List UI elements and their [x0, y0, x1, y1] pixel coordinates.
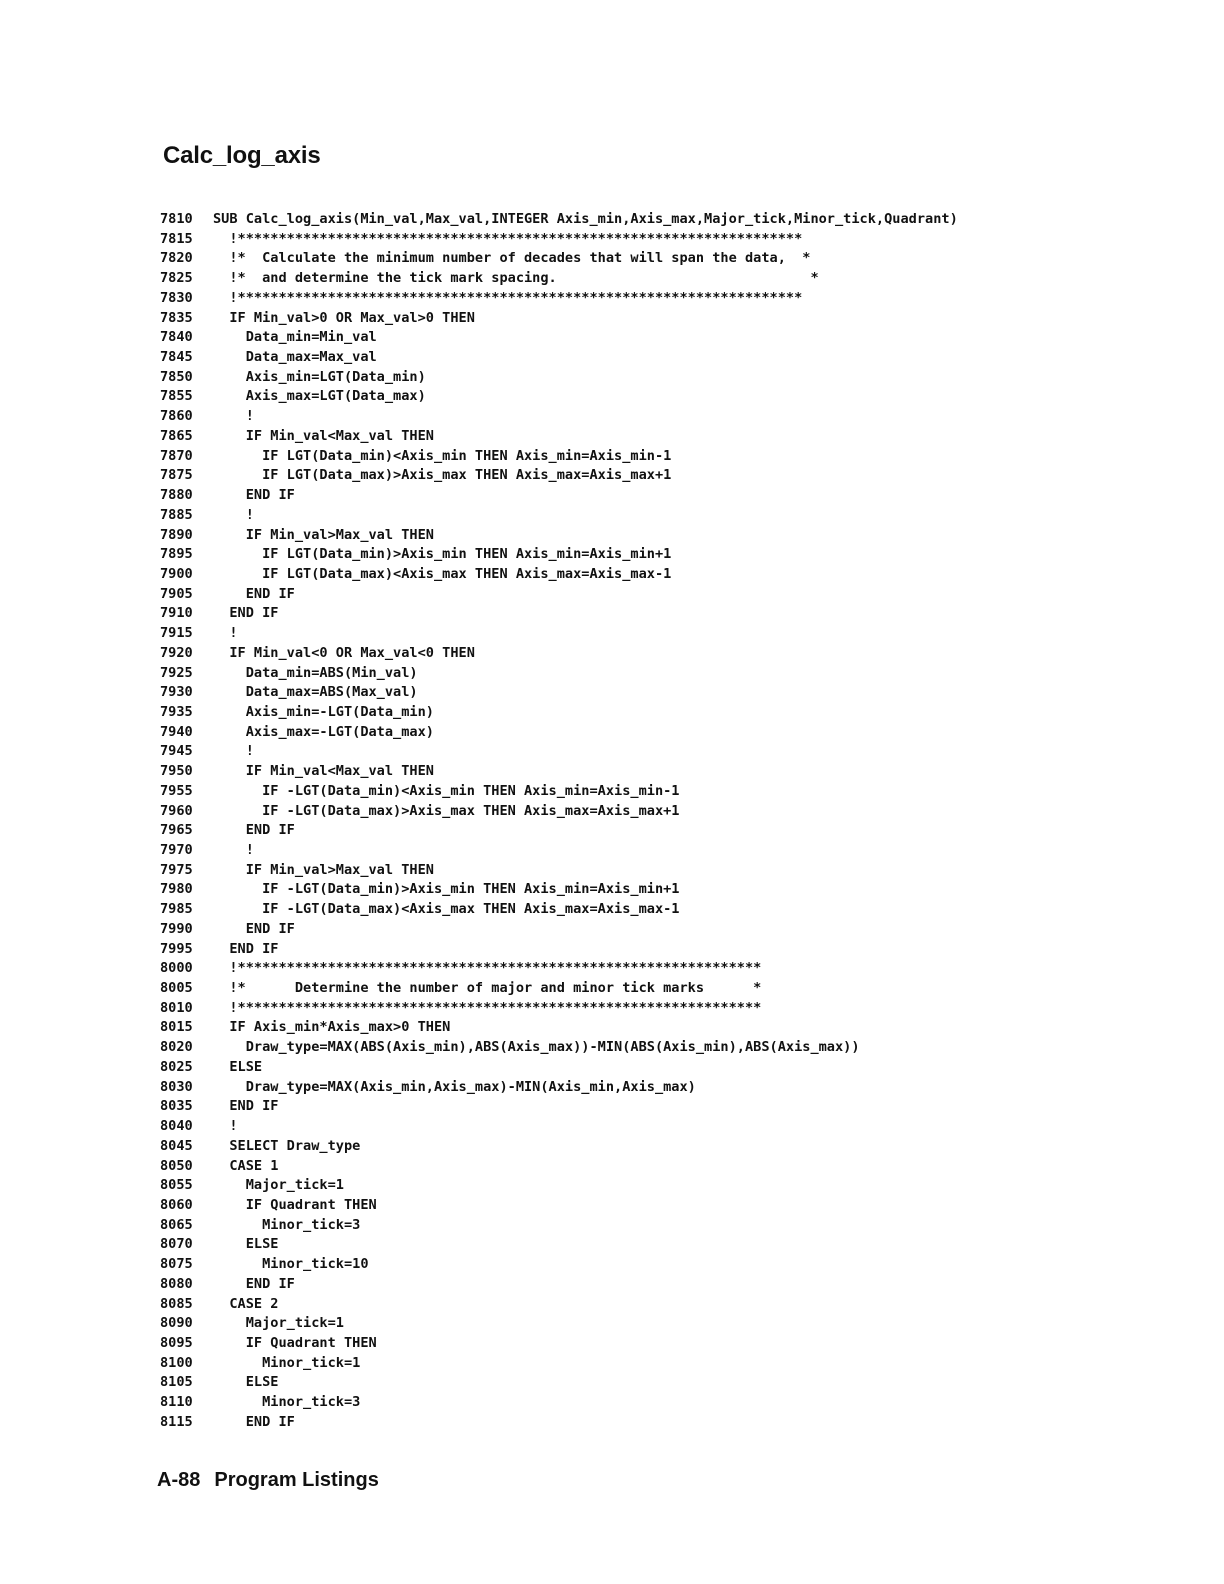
line-number: 7830 [160, 289, 193, 306]
line-number: 8065 [160, 1216, 193, 1233]
line-number: 7900 [160, 565, 193, 582]
code-text: Axis_max=-LGT(Data_max) [213, 723, 434, 740]
code-text: !* and determine the tick mark spacing. * [213, 270, 819, 287]
code-text: Data_min=ABS(Min_val) [213, 664, 418, 681]
line-number: 7955 [160, 782, 193, 799]
listing-line [0, 742, 1224, 762]
listing-line [0, 309, 1224, 329]
code-text: IF -LGT(Data_min)>Axis_min THEN Axis_min=Axis_min+1 [213, 881, 680, 898]
section-title: Program Listings [214, 1469, 379, 1491]
listing-line [0, 1078, 1224, 1098]
listing-line [0, 328, 1224, 348]
code-text: IF LGT(Data_max)>Axis_max THEN Axis_max=Axis_max+1 [213, 467, 672, 484]
listing-line [0, 1354, 1224, 1374]
listing-line [0, 565, 1224, 585]
line-number: 7815 [160, 230, 193, 247]
listing-line [0, 269, 1224, 289]
listing-line [0, 624, 1224, 644]
line-number: 7940 [160, 723, 193, 740]
line-number: 7840 [160, 329, 193, 346]
line-number: 7855 [160, 388, 193, 405]
program-listing [0, 210, 1224, 1433]
code-text: IF Min_val<0 OR Max_val<0 THEN [213, 644, 475, 661]
code-text: IF Min_val>Max_val THEN [213, 526, 434, 543]
line-number: 7860 [160, 408, 193, 425]
listing-line [0, 348, 1224, 368]
code-text: !********************************************************************* [213, 230, 803, 247]
code-text: CASE 1 [213, 1157, 279, 1174]
listing-line [0, 900, 1224, 920]
line-number: 7910 [160, 605, 193, 622]
listing-line [0, 940, 1224, 960]
code-text: Draw_type=MAX(Axis_min,Axis_max)-MIN(Axis_min,Axis_max) [213, 1078, 696, 1095]
listing-line [0, 526, 1224, 546]
listing-line [0, 407, 1224, 427]
listing-line [0, 210, 1224, 230]
listing-line [0, 1413, 1224, 1433]
listing-line [0, 1216, 1224, 1236]
line-number: 8085 [160, 1295, 193, 1312]
line-number: 7890 [160, 526, 193, 543]
code-text: ! [213, 506, 254, 523]
line-number: 7965 [160, 822, 193, 839]
code-text: IF Min_val<Max_val THEN [213, 763, 434, 780]
code-text: IF -LGT(Data_max)>Axis_max THEN Axis_max=Axis_max+1 [213, 802, 680, 819]
code-text: ! [213, 743, 254, 760]
listing-line [0, 920, 1224, 940]
code-text: IF Axis_min*Axis_max>0 THEN [213, 1019, 451, 1036]
line-number: 7865 [160, 427, 193, 444]
line-number: 7885 [160, 506, 193, 523]
line-number: 8045 [160, 1137, 193, 1154]
listing-line [0, 1196, 1224, 1216]
code-text: Major_tick=1 [213, 1177, 344, 1194]
code-text: END IF [213, 487, 295, 504]
listing-line [0, 1393, 1224, 1413]
listing-line [0, 545, 1224, 565]
line-number: 7905 [160, 585, 193, 602]
code-text: !* Determine the number of major and minor tick marks * [213, 980, 762, 997]
listing-line [0, 1275, 1224, 1295]
code-text: IF LGT(Data_min)>Axis_min THEN Axis_min=Axis_min+1 [213, 546, 672, 563]
code-text: END IF [213, 1413, 295, 1430]
listing-line [0, 782, 1224, 802]
code-text: Data_max=ABS(Max_val) [213, 684, 418, 701]
listing-line [0, 683, 1224, 703]
line-number: 7980 [160, 881, 193, 898]
line-number: 8025 [160, 1058, 193, 1075]
listing-line [0, 466, 1224, 486]
code-text: END IF [213, 605, 279, 622]
code-text: IF LGT(Data_max)<Axis_max THEN Axis_max=Axis_max-1 [213, 565, 672, 582]
line-number: 7845 [160, 349, 193, 366]
code-text: ! [213, 842, 254, 858]
line-number: 7875 [160, 467, 193, 484]
listing-line [0, 585, 1224, 605]
code-text: Axis_min=LGT(Data_min) [213, 368, 426, 385]
listing-line [0, 1176, 1224, 1196]
listing-line [0, 821, 1224, 841]
page-heading: Calc_log_axis [163, 142, 321, 169]
line-number: 8110 [160, 1394, 193, 1411]
line-number: 8030 [160, 1078, 193, 1095]
line-number: 7930 [160, 684, 193, 701]
line-number: 7945 [160, 743, 193, 760]
listing-line [0, 644, 1224, 664]
line-number: 8010 [160, 999, 193, 1016]
listing-line [0, 1117, 1224, 1137]
listing-line [0, 604, 1224, 624]
line-number: 7995 [160, 940, 193, 957]
line-number: 8060 [160, 1196, 193, 1213]
listing-line [0, 289, 1224, 309]
line-number: 8020 [160, 1039, 193, 1056]
listing-line [0, 841, 1224, 861]
code-text: END IF [213, 1275, 295, 1292]
code-text: IF Min_val>0 OR Max_val>0 THEN [213, 309, 475, 326]
line-number: 8115 [160, 1413, 193, 1430]
code-text: Minor_tick=1 [213, 1354, 361, 1371]
code-text: END IF [213, 585, 295, 602]
listing-line [0, 959, 1224, 979]
line-number: 8050 [160, 1157, 193, 1174]
listing-line [0, 1295, 1224, 1315]
listing-line [0, 723, 1224, 743]
listing-line [0, 802, 1224, 822]
code-text: IF -LGT(Data_max)<Axis_max THEN Axis_max=Axis_max-1 [213, 901, 680, 918]
listing-line [0, 1235, 1224, 1255]
listing-line [0, 664, 1224, 684]
listing-line [0, 1373, 1224, 1393]
line-number: 8035 [160, 1098, 193, 1115]
listing-line [0, 1314, 1224, 1334]
line-number: 8105 [160, 1374, 193, 1391]
code-text: END IF [213, 822, 295, 839]
line-number: 8090 [160, 1315, 193, 1332]
line-number: 7915 [160, 625, 193, 642]
code-text: !* Calculate the minimum number of decades that will span the data, * [213, 250, 811, 267]
code-text: Draw_type=MAX(ABS(Axis_min),ABS(Axis_max))-MIN(ABS(Axis_min),ABS(Axis_max)) [213, 1039, 860, 1056]
code-text: !**************************************************************** [213, 960, 762, 977]
listing-line [0, 1058, 1224, 1078]
listing-line [0, 703, 1224, 723]
code-text: CASE 2 [213, 1295, 279, 1312]
line-number: 8095 [160, 1334, 193, 1351]
listing-line [0, 486, 1224, 506]
listing-line [0, 447, 1224, 467]
code-text: END IF [213, 940, 279, 957]
code-text: Major_tick=1 [213, 1315, 344, 1332]
code-text: Minor_tick=10 [213, 1256, 369, 1273]
line-number: 7810 [160, 211, 193, 227]
listing-line [0, 427, 1224, 447]
code-text: ! [213, 625, 238, 642]
code-text: !********************************************************************* [213, 289, 803, 306]
listing-line [0, 1255, 1224, 1275]
code-text: Minor_tick=3 [213, 1216, 361, 1233]
line-number: 7920 [160, 644, 193, 661]
code-text: !**************************************************************** [213, 999, 762, 1016]
code-text: Axis_max=LGT(Data_max) [213, 388, 426, 405]
page-footer [157, 1466, 379, 1494]
line-number: 7825 [160, 270, 193, 287]
code-text: ! [213, 408, 254, 425]
line-number: 8005 [160, 980, 193, 997]
code-text: ! [213, 1118, 238, 1135]
code-text: IF Min_val<Max_val THEN [213, 427, 434, 444]
code-text: END IF [213, 920, 295, 937]
line-number: 8080 [160, 1275, 193, 1292]
line-number: 7970 [160, 842, 193, 858]
line-number: 8100 [160, 1354, 193, 1371]
line-number: 7925 [160, 664, 193, 681]
code-text: IF Min_val>Max_val THEN [213, 861, 434, 878]
code-text: ELSE [213, 1058, 263, 1075]
code-text: Data_min=Min_val [213, 329, 377, 346]
line-number: 7935 [160, 703, 193, 720]
listing-line [0, 762, 1224, 782]
listing-line [0, 1157, 1224, 1177]
line-number: 7870 [160, 447, 193, 464]
listing-line [0, 1097, 1224, 1117]
code-text: Minor_tick=3 [213, 1394, 361, 1411]
listing-line [0, 1137, 1224, 1157]
line-number: 7960 [160, 802, 193, 819]
listing-line [0, 861, 1224, 881]
listing-line [0, 1018, 1224, 1038]
code-text: Axis_min=-LGT(Data_min) [213, 703, 434, 720]
line-number: 7835 [160, 309, 193, 326]
line-number: 7990 [160, 920, 193, 937]
listing-line [0, 368, 1224, 388]
listing-line [0, 387, 1224, 407]
code-text: SUB Calc_log_axis(Min_val,Max_val,INTEGER Axis_min,Axis_max,Major_tick,Minor_tick,Quadrant) [213, 211, 958, 227]
listing-line [0, 1334, 1224, 1354]
line-number: 7985 [160, 901, 193, 918]
line-number: 7950 [160, 763, 193, 780]
code-text: IF -LGT(Data_min)<Axis_min THEN Axis_min=Axis_min-1 [213, 782, 680, 799]
line-number: 7850 [160, 368, 193, 385]
code-text: IF LGT(Data_min)<Axis_min THEN Axis_min=Axis_min-1 [213, 447, 672, 464]
code-text: ELSE [213, 1374, 279, 1391]
line-number: 8055 [160, 1177, 193, 1194]
page-number: A-88 [157, 1469, 201, 1491]
line-number: 7880 [160, 487, 193, 504]
listing-line [0, 230, 1224, 250]
line-number: 7820 [160, 250, 193, 267]
line-number: 8075 [160, 1256, 193, 1273]
line-number: 8040 [160, 1118, 193, 1135]
code-text: IF Quadrant THEN [213, 1334, 377, 1351]
listing-line [0, 880, 1224, 900]
code-text: Data_max=Max_val [213, 349, 377, 366]
code-text: IF Quadrant THEN [213, 1196, 377, 1213]
line-number: 7975 [160, 861, 193, 878]
code-text: END IF [213, 1098, 279, 1115]
listing-line [0, 979, 1224, 999]
line-number: 8015 [160, 1019, 193, 1036]
listing-line [0, 999, 1224, 1019]
listing-line [0, 1038, 1224, 1058]
listing-line [0, 249, 1224, 269]
line-number: 8000 [160, 960, 193, 977]
listing-line [0, 506, 1224, 526]
code-text: SELECT Draw_type [213, 1137, 361, 1154]
code-text: ELSE [213, 1236, 279, 1253]
line-number: 8070 [160, 1236, 193, 1253]
line-number: 7895 [160, 546, 193, 563]
